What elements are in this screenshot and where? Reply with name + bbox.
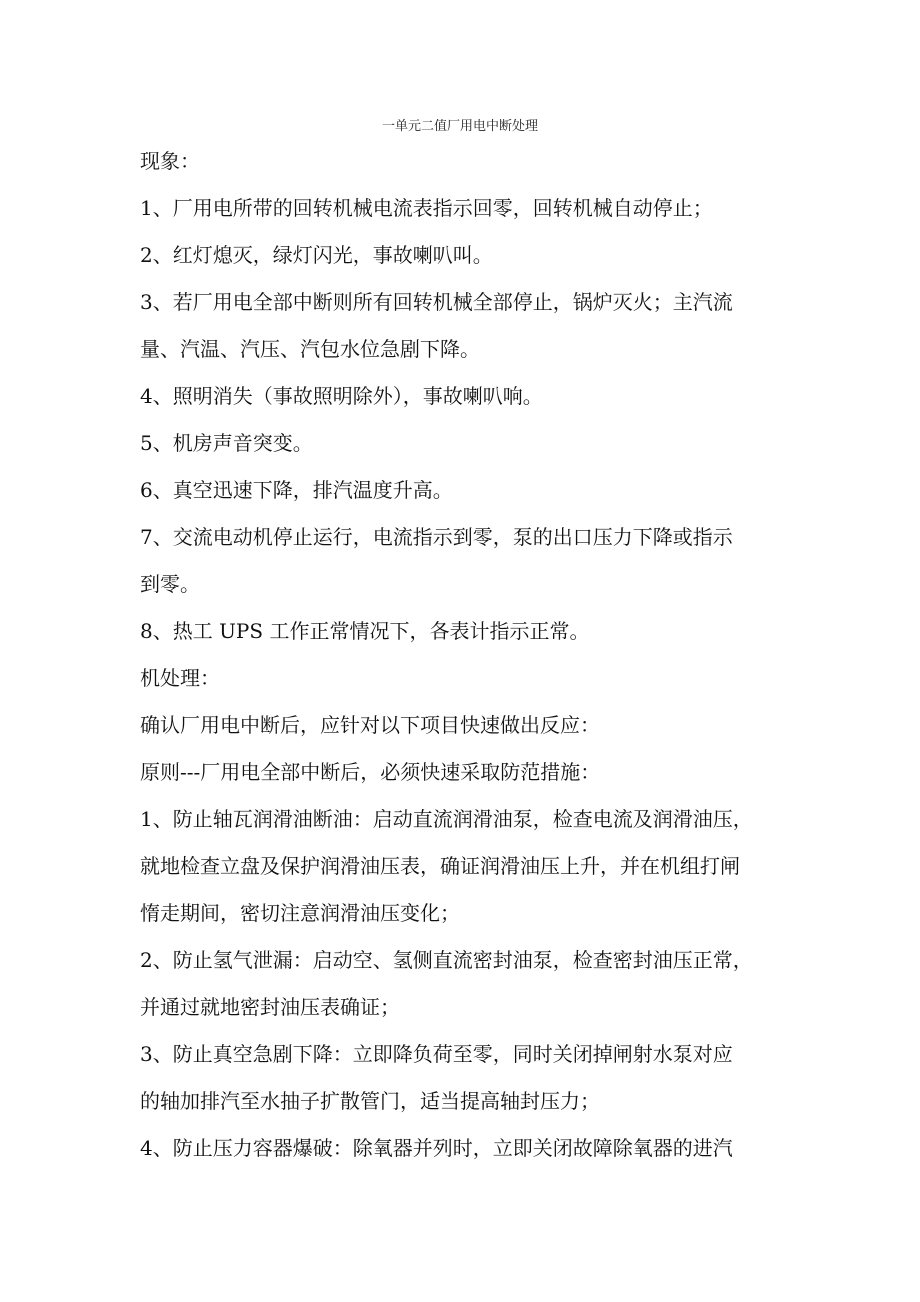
- text-line: 量、汽温、汽压、汽包水位急剧下降。: [140, 337, 480, 361]
- document-body: [140, 143, 790, 1177]
- text-line: 6、真空迅速下降，排汽温度升高。: [140, 478, 453, 502]
- text-line: 确认厂用电中断后，应针对以下项目快速做出反应：: [140, 713, 600, 737]
- text-line: 2、红灯熄灭，绿灯闪光，事故喇叭叫。: [140, 243, 493, 267]
- document-title: 一单元二值厂用电中断处理: [381, 119, 538, 134]
- text-line: 的轴加排汽至水抽子扩散管门，适当提高轴封压力；: [140, 1089, 600, 1113]
- text-line: 惰走期间，密切注意润滑油压变化；: [140, 901, 460, 925]
- text-line: 1、厂用电所带的回转机械电流表指示回零，回转机械自动停止；: [140, 196, 713, 220]
- text-line: 4、防止压力容器爆破：除氧器并列时，立即关闭故障除氧器的进汽: [140, 1136, 733, 1160]
- section-heading-phenomena: 现象：: [140, 149, 200, 173]
- text-line: 2、防止氢气泄漏：启动空、氢侧直流密封油泵，检查密封油压正常，: [140, 948, 753, 972]
- text-line: 5、机房声音突变。: [140, 431, 313, 455]
- text-line: 到零。: [140, 572, 200, 596]
- text-line: 3、防止真空急剧下降：立即降负荷至零，同时关闭掉闸射水泵对应: [140, 1042, 733, 1066]
- section-heading-handling: 机处理：: [140, 666, 220, 690]
- text-line: 7、交流电动机停止运行，电流指示到零，泵的出口压力下降或指示: [140, 525, 733, 549]
- text-line: 4、照明消失（事故照明除外），事故喇叭响。: [140, 384, 543, 408]
- text-line: 1、防止轴瓦润滑油断油：启动直流润滑油泵，检查电流及润滑油压，: [140, 807, 753, 831]
- text-line: 8、热工 UPS 工作正常情况下，各表计指示正常。: [140, 619, 590, 643]
- text-line: 原则---厂用电全部中断后，必须快速采取防范措施：: [140, 760, 601, 784]
- text-line: 3、若厂用电全部中断则所有回转机械全部停止，锅炉灭火；主汽流: [140, 290, 733, 314]
- text-line: 并通过就地密封油压表确证；: [140, 995, 400, 1019]
- text-line: 就地检查立盘及保护润滑油压表，确证润滑油压上升，并在机组打闸: [140, 854, 740, 878]
